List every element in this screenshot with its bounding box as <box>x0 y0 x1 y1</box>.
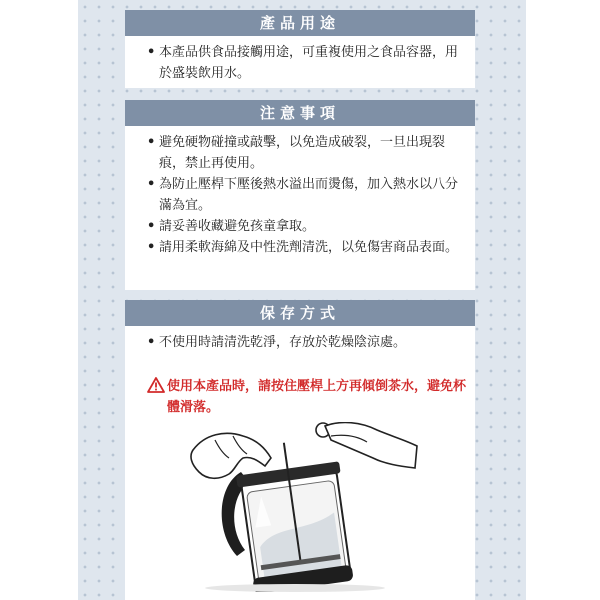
list-item-text: 請用柔軟海綿及中性洗劑清洗，以免傷害商品表面。 <box>159 240 459 255</box>
section-header: 注意事項 <box>125 100 475 126</box>
list-item <box>147 174 461 216</box>
bullet-icon: • <box>147 240 156 255</box>
usage-list <box>125 36 475 90</box>
bullet-icon: • <box>147 135 156 150</box>
warning-triangle-icon <box>147 377 165 393</box>
list-item-text: 不使用時請清洗乾淨，存放於乾燥陰涼處。 <box>159 335 407 350</box>
warning-note <box>147 376 467 418</box>
bullet-icon: • <box>147 45 156 60</box>
list-item <box>147 332 461 353</box>
storage-list <box>125 326 475 359</box>
bullet-icon: • <box>147 219 156 234</box>
bullet-icon: • <box>147 335 156 350</box>
bullet-icon: • <box>147 177 156 192</box>
warning-text: 使用本產品時，請按住壓桿上方再傾倒茶水，避免杯體滑落。 <box>167 379 467 415</box>
list-item <box>147 42 461 84</box>
list-item-text: 請妥善收藏避免孩童拿取。 <box>159 219 316 234</box>
list-item <box>147 216 461 237</box>
section-header: 保存方式 <box>125 300 475 326</box>
caution-list <box>125 126 475 264</box>
list-item-text: 避免硬物碰撞或敲擊，以免造成破裂，一旦出現裂痕，禁止再使用。 <box>159 135 446 171</box>
caution-section <box>125 100 475 290</box>
french-press-pouring-illustration <box>185 422 425 592</box>
list-item-text: 為防止壓桿下壓後熱水溢出而燙傷，加入熱水以八分滿為宜。 <box>159 177 459 213</box>
list-item-text: 本產品供食品接觸用途，可重複使用之食品容器，用於盛裝飲用水。 <box>159 45 459 81</box>
section-header: 產品用途 <box>125 10 475 36</box>
product-usage-section <box>125 10 475 88</box>
storage-section <box>125 300 475 600</box>
list-item <box>147 237 461 258</box>
list-item <box>147 132 461 174</box>
